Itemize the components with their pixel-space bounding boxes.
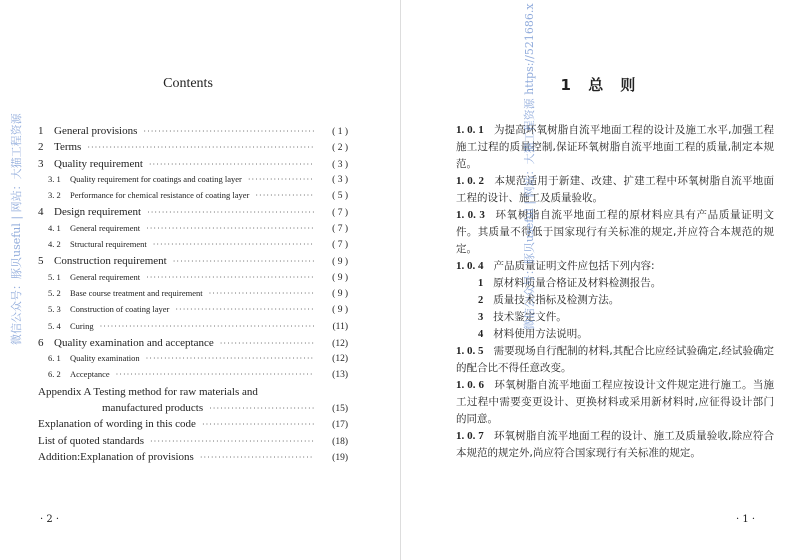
toc-page: ( 9 )	[332, 288, 348, 299]
page-divider	[400, 0, 401, 560]
leader-dots	[173, 257, 314, 266]
table-of-contents	[38, 125, 348, 467]
leader-dots	[146, 354, 314, 363]
clause-number: 1. 0. 5	[456, 345, 484, 357]
list-item	[456, 275, 774, 292]
item-number: 3	[478, 312, 484, 323]
item-text: 原材料质量合格证及材料检测报告。	[493, 277, 662, 289]
toc-page: ( 1 )	[332, 127, 348, 137]
leader-dots	[220, 339, 314, 348]
toc-label: Terms	[54, 141, 82, 154]
leader-dots	[116, 370, 314, 379]
toc-number: 5	[38, 255, 44, 268]
clause-text: 需要现场自行配制的材料,其配合比应经试验确定,经试验确定的配合比不得任意改变。	[456, 345, 774, 374]
leader-dots	[153, 240, 314, 249]
clause-number: 1. 0. 7	[456, 430, 484, 442]
toc-entry-appendix-cont[interactable]	[38, 402, 348, 418]
list-item	[456, 326, 774, 343]
toc-number: 3. 1	[48, 173, 61, 184]
toc-page: ( 9 )	[332, 257, 348, 268]
page-number: · 1 ·	[736, 514, 756, 525]
leader-dots	[150, 437, 314, 446]
toc-entry[interactable]	[38, 418, 348, 434]
toc-entry[interactable]	[38, 190, 348, 206]
toc-page: (12)	[332, 338, 348, 349]
toc-label: Addition:Explanation of provisions	[38, 450, 194, 463]
toc-number: 1	[38, 125, 44, 137]
toc-page: ( 3 )	[332, 159, 348, 170]
toc-page: ( 2 )	[332, 143, 348, 154]
leader-dots	[147, 208, 314, 217]
clause	[456, 377, 774, 428]
item-text: 材料使用方法说明。	[493, 328, 588, 340]
toc-label: General requirement	[70, 271, 141, 282]
clause-text: 本规范适用于新建、改建、扩建工程中环氧树脂自流平地面工程的设计、施工及质量验收。	[456, 175, 775, 204]
leader-dots	[143, 127, 314, 136]
clause-number: 1. 0. 4	[456, 260, 484, 272]
toc-label: General requirement	[70, 222, 141, 233]
toc-number: 3	[38, 157, 44, 170]
item-number: 2	[478, 295, 484, 306]
watermark-left: 微信公众号：豚贝useful | 网站：大猫工程资源	[10, 113, 23, 345]
toc-entry[interactable]	[38, 451, 348, 467]
toc-entry-appendix[interactable]	[38, 386, 348, 402]
toc-label: General provisions	[54, 125, 138, 137]
item-number: 4	[478, 329, 484, 340]
clause-number: 1. 0. 1	[456, 124, 484, 136]
clause	[456, 122, 774, 173]
toc-label: Acceptance	[70, 369, 110, 380]
clause-text: 产品质量证明文件应包括下列内容:	[493, 260, 655, 272]
toc-page: ( 7 )	[332, 240, 348, 251]
toc-label: Construction requirement	[54, 255, 167, 268]
leader-dots	[175, 305, 314, 314]
toc-label: Curing	[70, 320, 94, 331]
toc-page: (19)	[332, 452, 348, 463]
leader-dots	[248, 175, 314, 184]
toc-entry[interactable]	[38, 288, 348, 304]
list-item	[456, 292, 774, 309]
item-text: 技术鉴定文件。	[493, 311, 567, 323]
chapter-heading: 1 总 则	[560, 76, 642, 94]
leader-dots	[87, 143, 314, 152]
toc-number: 6. 1	[48, 353, 61, 364]
toc-label: Base course treatment and requirement	[70, 287, 203, 298]
toc-page: ( 9 )	[332, 305, 348, 316]
watermark-right: 微信公众号：豚贝useful | 网站：大猫工程资源 https://521686.x	[523, 3, 536, 330]
toc-page: (15)	[332, 404, 348, 415]
clause	[456, 173, 774, 207]
toc-entry[interactable]	[38, 272, 348, 288]
toc-number: 4	[38, 206, 44, 219]
right-page	[402, 0, 800, 560]
toc-entry[interactable]	[38, 223, 348, 239]
toc-label: Structural requirement	[70, 239, 147, 250]
toc-entry[interactable]	[38, 435, 348, 451]
toc-entry[interactable]	[38, 125, 348, 141]
toc-label: Quality requirement for coatings and coating layer	[70, 173, 242, 184]
toc-number: 6	[38, 336, 44, 349]
toc-page: (13)	[332, 370, 348, 381]
toc-page: (18)	[332, 436, 348, 447]
clause-number: 1. 0. 2	[456, 175, 485, 187]
toc-page: ( 7 )	[332, 208, 348, 219]
leader-dots	[100, 322, 314, 331]
toc-number: 4. 2	[48, 239, 61, 250]
toc-page: (11)	[332, 321, 348, 332]
list-item	[456, 309, 774, 326]
item-text: 质量技术指标及检测方法。	[493, 294, 620, 306]
toc-entry[interactable]	[38, 369, 348, 385]
toc-number: 3. 2	[48, 190, 61, 201]
toc-number: 5. 2	[48, 287, 61, 298]
contents-title: Contents	[163, 76, 213, 91]
toc-number: 4. 1	[48, 222, 61, 233]
toc-label: Construction of coating layer	[70, 304, 170, 315]
toc-label: manufactured products	[102, 402, 204, 415]
toc-number: 2	[38, 141, 44, 154]
toc-entry[interactable]	[38, 304, 348, 320]
toc-label: Explanation of wording in this code	[38, 418, 196, 431]
toc-page: (17)	[332, 420, 348, 431]
toc-label: Appendix A Testing method for raw materials and	[38, 385, 258, 398]
toc-entry[interactable]	[38, 255, 348, 271]
toc-number: 5. 1	[48, 271, 61, 282]
page-number: · 2 ·	[40, 514, 60, 525]
toc-label: Performance for chemical resistance of coating layer	[70, 190, 250, 201]
clause-text: 环氧树脂自流平地面工程应按设计文件规定进行施工。当施工过程中需要变更设计、更换材料或采用新材料时,应征得设计部门的同意。	[456, 379, 775, 425]
clause-text: 环氧树脂自流平地面工程的原材料应具有产品质量证明文件。其质量不得低于国家现行有关标准的规定,并应符合本规范的规定。	[456, 209, 775, 255]
toc-label: List of quoted standards	[38, 434, 145, 447]
clause-text: 为提高环氧树脂自流平地面工程的设计及施工水平,加强工程施工过程的质量控制,保证环氧树脂自流平地面工程的质量,制定本规范。	[456, 124, 775, 170]
toc-entry[interactable]	[38, 158, 348, 174]
clause	[456, 428, 774, 462]
clause	[456, 258, 774, 275]
toc-entry[interactable]	[38, 321, 348, 337]
leader-dots	[209, 289, 314, 298]
item-number: 1	[478, 278, 484, 289]
clause-text: 环氧树脂自流平地面工程的设计、施工及质量验收,除应符合本规范的规定外,尚应符合国家现行有关标准的规定。	[456, 430, 775, 459]
toc-page: ( 5 )	[332, 191, 348, 202]
chapter-body	[456, 122, 774, 462]
toc-entry[interactable]	[38, 239, 348, 255]
toc-label: Quality requirement	[54, 157, 143, 170]
leader-dots	[146, 273, 314, 282]
clause	[456, 343, 774, 377]
leader-dots	[200, 453, 314, 462]
toc-label: Design requirement	[54, 206, 142, 219]
toc-entry[interactable]	[38, 353, 348, 369]
toc-page: ( 7 )	[332, 223, 348, 234]
clause-number: 1. 0. 3	[456, 209, 485, 221]
toc-number: 6. 2	[48, 369, 61, 380]
toc-label: Quality examination and acceptance	[54, 336, 214, 349]
toc-entry[interactable]	[38, 206, 348, 222]
leader-dots	[146, 224, 314, 233]
leader-dots	[255, 191, 314, 200]
leader-dots	[149, 160, 314, 169]
leader-dots	[202, 420, 314, 429]
clause-number: 1. 0. 6	[456, 379, 485, 391]
toc-entry[interactable]	[38, 174, 348, 190]
toc-entry[interactable]	[38, 141, 348, 157]
clause	[456, 207, 774, 258]
leader-dots	[209, 404, 314, 413]
toc-number: 5. 3	[48, 304, 61, 315]
toc-number: 5. 4	[48, 320, 61, 331]
toc-label: Quality examination	[70, 353, 140, 364]
toc-entry[interactable]	[38, 337, 348, 353]
toc-page: (12)	[332, 354, 348, 365]
toc-page: ( 9 )	[332, 272, 348, 283]
toc-page: ( 3 )	[332, 174, 348, 185]
